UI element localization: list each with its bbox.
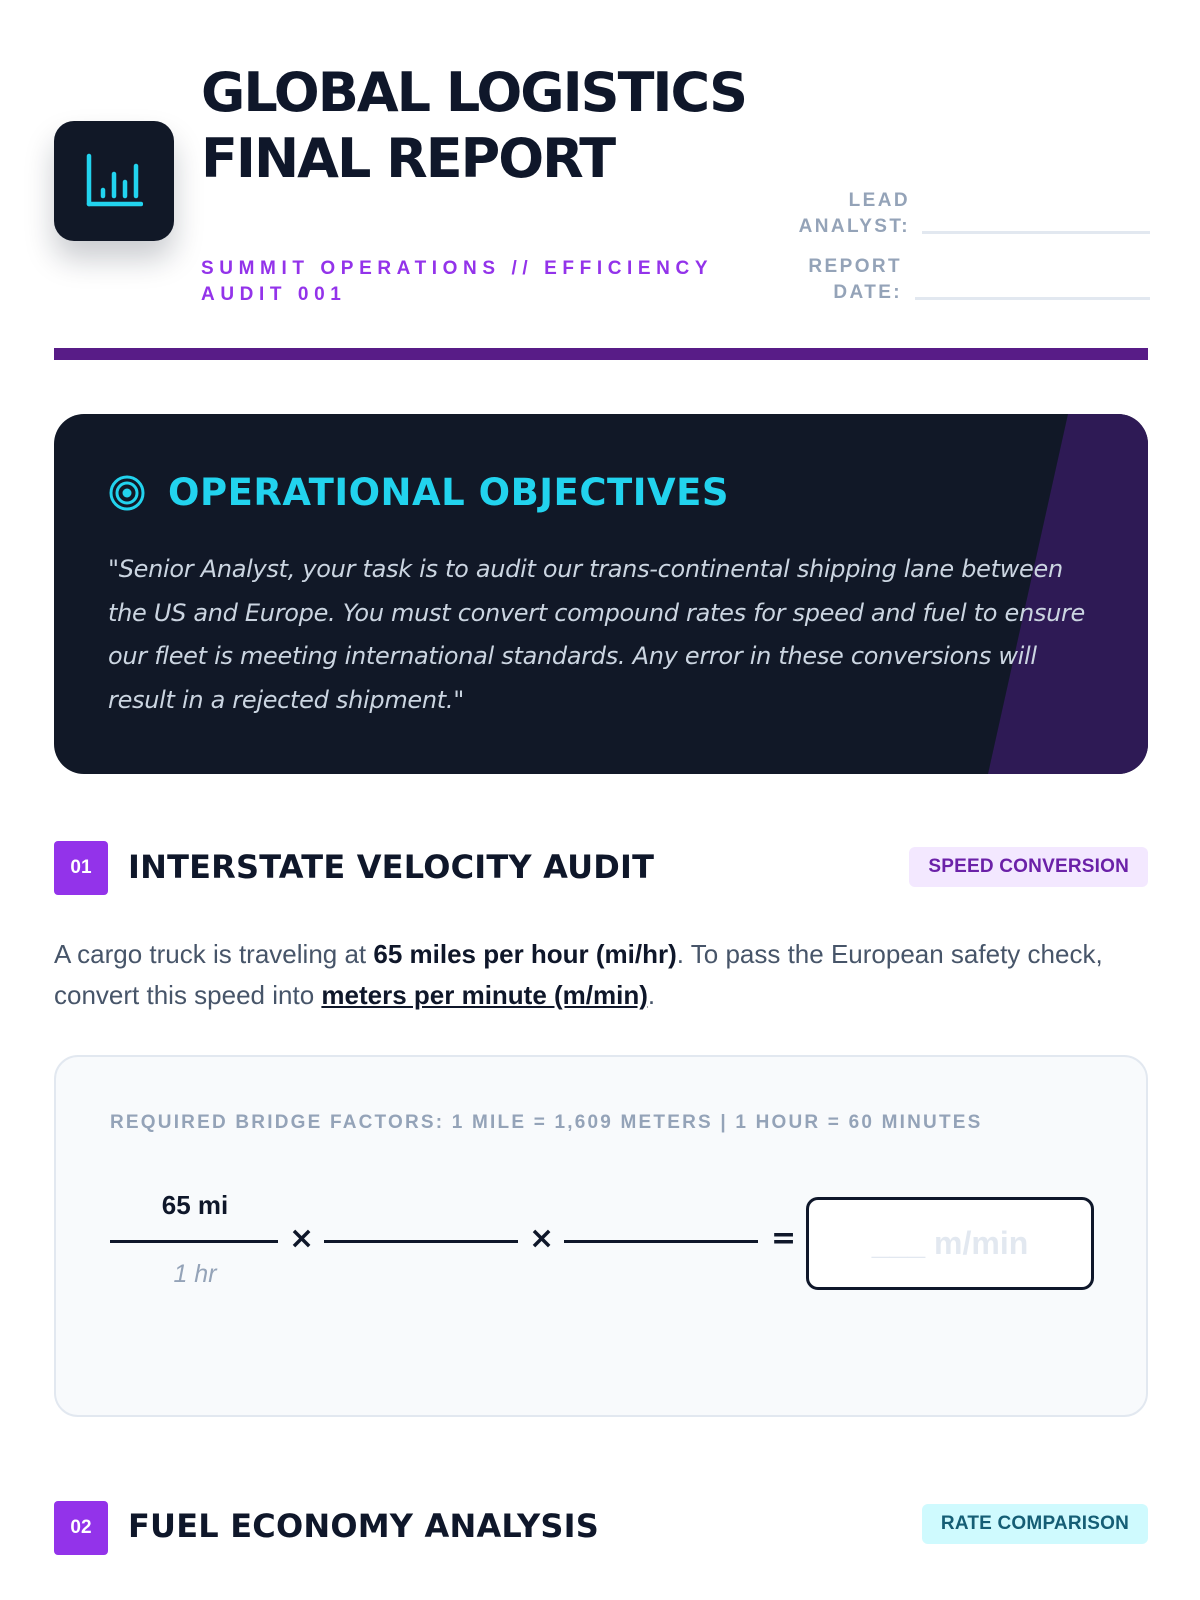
velocity-problem-text [54, 934, 1148, 1016]
answer-box[interactable]: ___ m/min [806, 1197, 1094, 1290]
report-subtitle: SUMMIT OPERATIONS // EFFICIENCY AUDIT 001 [201, 258, 713, 305]
problem-target-unit: meters per minute (m/min) [321, 980, 648, 1010]
blank-factor-2[interactable] [564, 1240, 758, 1243]
report-date-label: REPORT DATE: [808, 256, 902, 303]
equals-sign: = [771, 1221, 797, 1256]
multiply-sign-2: × [529, 1221, 555, 1256]
problem-end: . [647, 980, 656, 1010]
section-number-02: 02 [54, 1501, 108, 1555]
fraction-bar-given [110, 1240, 278, 1243]
speed-conversion-tag: SPEED CONVERSION [909, 847, 1148, 887]
target-icon [108, 474, 146, 512]
conversion-workspace [54, 1055, 1148, 1417]
problem-speed: 65 miles per hour (mi/hr) [373, 939, 677, 969]
report-date-field[interactable] [915, 297, 1150, 300]
given-numerator: 65 mi [161, 1190, 229, 1220]
bridge-factors: REQUIRED BRIDGE FACTORS: 1 MILE = 1,609 METERS | 1 HOUR = 60 MINUTES [110, 1112, 983, 1133]
objectives-title: OPERATIONAL OBJECTIVES [168, 471, 730, 514]
header-divider [54, 348, 1148, 360]
bar-chart-icon [85, 152, 143, 210]
report-logo [54, 121, 174, 241]
lead-analyst-label: LEAD ANALYST: [798, 190, 910, 237]
rate-comparison-tag: RATE COMPARISON [922, 1504, 1148, 1544]
section-title-fuel: FUEL ECONOMY ANALYSIS [128, 1507, 600, 1545]
objectives-heading [108, 471, 729, 514]
problem-intro: A cargo truck is traveling at [54, 939, 374, 969]
report-title: GLOBAL LOGISTICS FINAL REPORT [201, 61, 747, 190]
given-denominator: 1 hr [173, 1260, 217, 1288]
section-title-velocity: INTERSTATE VELOCITY AUDIT [128, 848, 655, 886]
section-number-01: 01 [54, 841, 108, 895]
blank-factor-1[interactable] [324, 1240, 518, 1243]
objectives-card [54, 414, 1148, 774]
multiply-sign-1: × [289, 1221, 315, 1256]
problem-middle: . To pass the European safety check, convert this speed into [54, 939, 1103, 1010]
lead-analyst-field[interactable] [922, 231, 1150, 234]
objectives-text: "Senior Analyst, your task is to audit our trans-continental shipping lane between the US and Europe. You must convert compound rates for speed and fuel to ensure our fleet is meeting international standards. Any error in these conversions will result in a rejected shipment." [108, 555, 1086, 714]
